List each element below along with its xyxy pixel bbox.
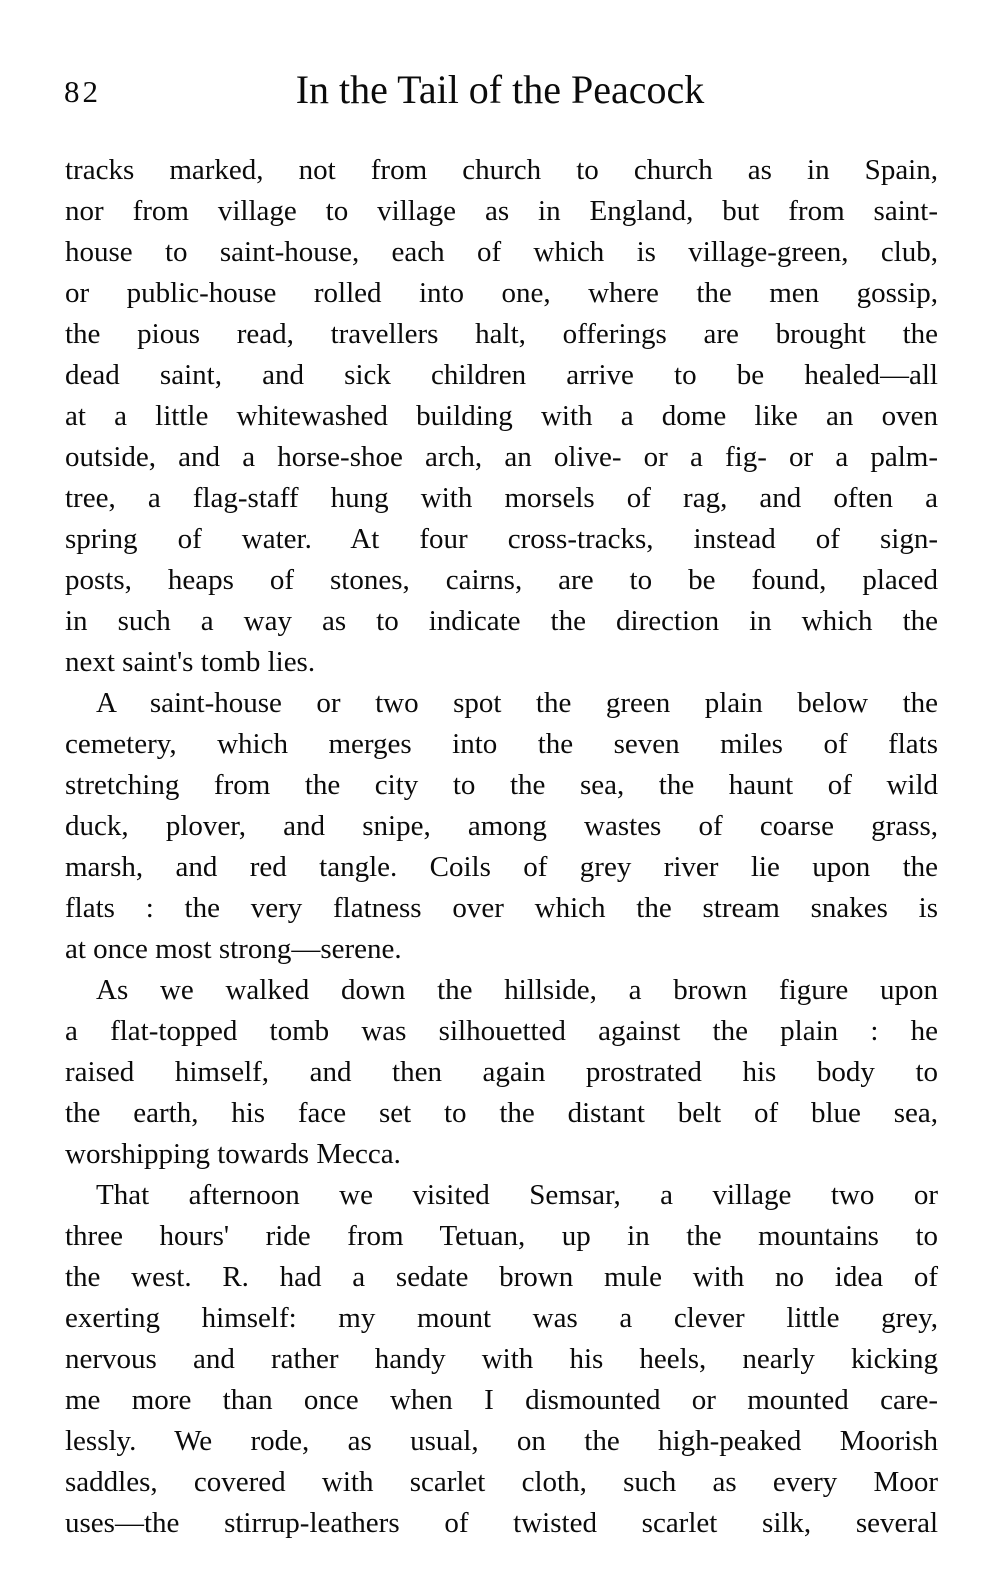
- running-header: [0, 66, 1000, 114]
- text-line: flats : the very flatness over which the stream snakes is: [65, 892, 938, 924]
- text-line: at once most strong—serene.: [65, 933, 402, 965]
- text-line: duck, plover, and snipe, among wastes of coarse grass,: [65, 810, 938, 842]
- text-line: house to saint-house, each of which is village-green, club,: [65, 236, 938, 268]
- text-line: or public-house rolled into one, where the men gossip,: [65, 277, 938, 309]
- text-line: me more than once when I dismounted or mounted care-: [65, 1384, 938, 1416]
- text-line: uses—the stirrup-leathers of twisted scarlet silk, several: [65, 1507, 938, 1539]
- text-line: marsh, and red tangle. Coils of grey river lie upon the: [65, 851, 938, 883]
- text-line: stretching from the city to the sea, the haunt of wild: [65, 769, 938, 801]
- text-line: A saint-house or two spot the green plain below the: [96, 687, 938, 719]
- text-line: That afternoon we visited Semsar, a village two or: [96, 1179, 938, 1211]
- text-line: lessly. We rode, as usual, on the high-peaked Moorish: [65, 1425, 938, 1457]
- text-line: at a little whitewashed building with a dome like an oven: [65, 400, 938, 432]
- text-line: the pious read, travellers halt, offerings are brought the: [65, 318, 938, 350]
- text-line: tracks marked, not from church to church as in Spain,: [65, 154, 938, 186]
- text-line: As we walked down the hillside, a brown figure upon: [96, 974, 938, 1006]
- text-line: exerting himself: my mount was a clever little grey,: [65, 1302, 938, 1334]
- text-line: outside, and a horse-shoe arch, an olive- or a fig- or a palm-: [65, 441, 938, 473]
- text-line: cemetery, which merges into the seven miles of flats: [65, 728, 938, 760]
- text-line: next saint's tomb lies.: [65, 646, 316, 678]
- text-line: tree, a flag-staff hung with morsels of rag, and often a: [65, 482, 938, 514]
- text-line: posts, heaps of stones, cairns, are to be found, placed: [65, 564, 938, 596]
- text-line: three hours' ride from Tetuan, up in the mountains to: [65, 1220, 938, 1252]
- text-line: raised himself, and then again prostrated his body to: [65, 1056, 938, 1088]
- text-line: in such a way as to indicate the direction in which the: [65, 605, 938, 637]
- text-line: a flat-topped tomb was silhouetted against the plain : he: [65, 1015, 938, 1047]
- page-number: 82: [64, 74, 101, 109]
- text-line: worshipping towards Mecca.: [65, 1138, 401, 1170]
- page-text: [65, 150, 938, 1544]
- text-line: saddles, covered with scarlet cloth, such as every Moor: [65, 1466, 938, 1498]
- text-line: nervous and rather handy with his heels, nearly kicking: [65, 1343, 938, 1375]
- text-line: the west. R. had a sedate brown mule with no idea of: [65, 1261, 938, 1293]
- text-line: dead saint, and sick children arrive to be healed—all: [65, 359, 938, 391]
- running-title: In the Tail of the Peacock: [295, 67, 705, 112]
- text-line: nor from village to village as in England, but from saint-: [65, 195, 938, 227]
- text-line: the earth, his face set to the distant belt of blue sea,: [65, 1097, 938, 1129]
- text-line: spring of water. At four cross-tracks, instead of sign-: [65, 523, 938, 555]
